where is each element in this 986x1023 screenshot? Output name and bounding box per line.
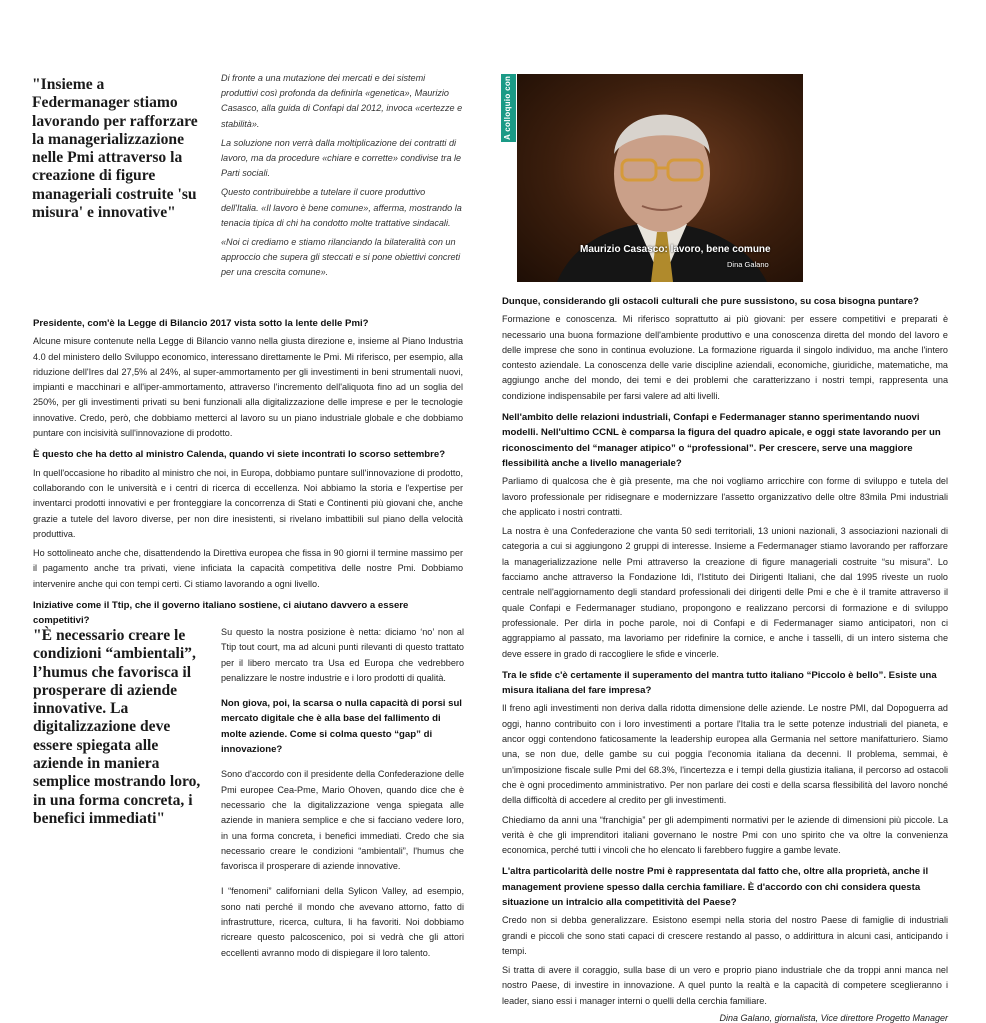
question-heading: Non giova, poi, la scarsa o nulla capacità di porsi sul mercato digitale che è alla base del fallimento di molte aziende. Come si colma questo “gap” di innovazione?: [221, 698, 462, 756]
question-heading: L'altra particolarità delle nostre Pmi è rappresentata dal fatto che, oltre alla proprietà, anche il management proviene spesso dalla cerchia familiare. È d'accordo con chi considera questa situazione un intralcio alla competitività del Paese?: [502, 866, 929, 908]
answer-paragraph: Credo non si debba generalizzare. Esistono esempi nella storia del nostro Paese di famiglie di industriali grandi e piccoli che sono stati capaci di crescere restando al passo, o addirittura in alcuni casi, anticipando i tempi.: [502, 915, 948, 956]
answer-paragraph: Alcune misure contenute nella Legge di Bilancio vanno nella giusta direzione e, insieme al Piano Industria 4.0 del ministero dello Sviluppo economico, interessano direttamente le Pmi. Mi riferisco, per esempio, alla riduzione dell'Ires dal 27,5% al 24%, al super-ammortamento per gli investimenti in beni strumentali nuovi, impianti e macchinari e all'iper-ammortamento, attraverso l'incremento dell'aliquota fino ad un soglia del 250%, per gli investimenti privati su beni funzionali alla digitalizzazione delle imprese e per le tecnologie innovative. Credo, però, che dobbiamo metterci al lavoro su un piano industriale globale e che dobbiamo puntare con incisività sull'innovazione di prodotto.: [33, 336, 463, 439]
intro-paragraph: La soluzione non verrà dalla moltiplicazione dei contratti di lavoro, ma da procedure «chiare e corrette» condivise tra le Parti sociali.: [221, 137, 462, 179]
intro-paragraph: «Noi ci crediamo e stiamo rilanciando la bilateralità con un approccio che supera gli steccati e si pone obiettivi concreti per una crescita comune».: [221, 237, 461, 278]
right-column: [502, 294, 948, 1023]
intro-paragraph: Di fronte a una mutazione dei mercati e dei sistemi produttivi così profonda da definirla «genetica», Maurizio Casasco, alla guida di Confapi dal 2012, invoca «certezze e stabilità».: [221, 73, 463, 129]
answer-paragraph: Sono d'accordo con il presidente della Confederazione delle Pmi europee Cea-Pme, Mario Ohoven, quando dice che è necessario che la digitalizzazione venga spiegata alle aziende in maniera semplice e che si facciano vedere loro, in una forma concreta, i benefici immediati. Credo che sia necessario creare le condizioni “ambientali”, l'humus che favorisca il prosperare di aziende innovative.: [221, 769, 464, 872]
pull-quote-bottom: "È necessario creare le condizioni “ambientali”, l’humus che favorisca il prosperare di aziende innovative. La digitalizzazione deve essere spiegata alle aziende in maniera semplice mostrando loro, in una forma concreta, i benefici immediati": [33, 627, 201, 827]
pull-quote-top: "Insieme a Federmanager stiamo lavorando per rafforzare la managerializzazione nelle Pmi attraverso la creazione di figure manageriali costruite 'su misura' e innovative": [32, 76, 198, 222]
intro-block: [221, 71, 464, 285]
photo-credit: Dina Galano: [727, 260, 769, 269]
answer-paragraph: La nostra è una Confederazione che vanta 50 sedi territoriali, 13 unioni nazionali, 3 associazioni nazionali di categoria a cui si aggiungono 2 gruppi di interesse. Insieme a Federmanager stiamo lavorando per rafforzare la managerializzazione nelle Pmi attraverso la creazione di figure manageriali costruite “su misura”. Lo facciamo anche attraverso la Fondazione Idi, l'Istituto dei Dirigenti Italiani, che dal 1995 riveste un ruolo centrale nell'aggiornamento degli standard professionali dei dirigenti delle Pmi e che è il tramite attraverso il quale Confapi e Federmanager studiano, propongono e realizzano percorsi di formazione e di sviluppo professionale. Per dirla in poche parole, noi di Confapi e di Federmanager siamo anticipatori, non ci aggrappiamo al passato, ma lavoriamo per ridefinire la cornice, e anche i tasselli, di un intero sistema che deve essere in grado di raccogliere le sfide e vincerle.: [502, 526, 948, 659]
section-tab-label: A colloquio con: [503, 75, 512, 140]
answer-paragraph: Ho sottolineato anche che, disattendendo la Direttiva europea che fissa in 90 giorni il termine massimo per il pagamento anche tra privati, viene inficiata la capacità competitiva delle nostre Pmi. Dobbiamo intervenire anche qui con tempi certi. Ci stiamo lavorando a ogni livello.: [33, 548, 463, 589]
answer-paragraph: Il freno agli investimenti non deriva dalla ridotta dimensione delle aziende. Le nostre PMI, dal Dopoguerra ad oggi, hanno contribuito con i loro investimenti a portare l'Italia tra le sette potenze industriali del pianeta, e ancor oggi contendono faticosamente la leadership europea alla Germania nel settore manifatturiero. Siamo una, se non due, delle gambe su cui poggia l'economia italiana da decenni. Il problema, semmai, è un'imposizione fiscale sulle Pmi del 68.3%, l'incertezza e i tempi della giustizia italiana, il percorso ad ostacoli che è ogni procedimento amministrativo. Per non parlare dei costi e della scarsa flessibilità del lavoro nonché della difficoltà di accedere al credito per gli investimenti.: [502, 703, 948, 806]
answer-paragraph: I “fenomeni” californiani della Sylicon Valley, ad esempio, sono nati perché il mondo che avevano attorno, fatto di infrastrutture, ricerca, cultura, li ha favoriti. Noi dobbiamo ricreare questo palcoscenico, poi si vedrà che gli attori eccellenti avranno modo di dispiegare il loro talento.: [221, 886, 464, 958]
portrait-photo: [517, 74, 803, 282]
left-column: [33, 316, 463, 632]
question-heading: Iniziative come il Ttip, che il governo italiano sostiene, ci aiutano davvero a essere competitivi?: [33, 600, 409, 627]
question-heading: Presidente, com'è la Legge di Bilancio 2017 vista sotto la lente delle Pmi?: [33, 318, 369, 329]
question-heading: Nell'ambito delle relazioni industriali, Confapi e Federmanager stanno sperimentando nuovi modelli. Nell'ultimo CCNL è comparsa la figura del quadro apicale, e oggi state lavorando per un riconoscimento del “manager atipico” o “professional”. Per crescere, serve una maggiore flessibilità anche a livello manageriale?: [502, 412, 941, 469]
author-signature: Dina Galano, giornalista, Vice direttore Progetto Manager: [719, 1013, 948, 1023]
answer-paragraph: Formazione e conoscenza. Mi riferisco soprattutto ai più giovani: per essere competitivi e preparati è necessario una buona formazione dell'ambiente produttivo e una conoscenza diretta del mondo del lavoro e delle imprese che sono in continua evoluzione. La formazione riguarda il singolo individuo, ma anche l'intero contesto aziendale. La conoscenza delle varie discipline aziendali, economiche, giuridiche, matematiche, ma aggiungo anche del mondo, dei temi e dei problemi che caratterizzano i nostri tempi, rappresenta una condizione indispensabile per farsi valere ad alti livelli.: [502, 314, 948, 401]
photo-caption: Maurizio Casasco: lavoro, bene comune: [580, 244, 771, 255]
answer-paragraph: Su questo la nostra posizione è netta: diciamo ‘no’ non al Ttip tout court, ma ad alcuni punti rilevanti di questo trattato per il libero mercato tra Usa ed Europa che vedrebbero penalizzare le nostre industrie e i loro prodotti di qualità.: [221, 627, 464, 683]
answer-paragraph: Chiediamo da anni una “franchigia” per gli adempimenti normativi per le aziende di dimensioni più piccole. La verità è che gli imprenditori italiani governano le nostre Pmi con uno spirito che va oltre la convenienza economica, perché tutti i vincoli che ho elencato li farebbero fuggire a gambe levate.: [502, 814, 948, 856]
intro-paragraph: Questo contribuirebbe a tutelare il cuore produttivo dell'Italia. «Il lavoro è bene comune», afferma, mostrando la tenacia tipica di chi ha condotto molte trattative sindacali.: [221, 187, 462, 228]
section-tab: [501, 74, 516, 142]
question-heading: È questo che ha detto al ministro Calenda, quando vi siete incontrati lo scorso settembre?: [33, 449, 446, 461]
question-heading: Dunque, considerando gli ostacoli culturali che pure sussistono, su cosa bisogna puntare?: [502, 296, 919, 307]
answer-paragraph: Si tratta di avere il coraggio, sulla base di un vero e proprio piano industriale che da troppi anni manca nel nostro Paese, di investire in innovazione. A quel punto la realtà e la capacità di competere sceglieranno i leader, siano essi i manager interni o quelli della cerchia familiare.: [502, 965, 948, 1006]
answer-paragraph: In quell'occasione ho ribadito al ministro che noi, in Europa, dobbiamo puntare sull'innovazione di prodotto, collaborando con le università e i centri di ricerca di eccellenza. Noi abbiamo la storia e l'expertise per inventarci prodotti innovativi e per fronteggiare la concorrenza di Stati e Continenti più giovani che, anche grazie a tutele del lavoro diverse, per non dire inesistenti, si rivelano imbattibili sul piano della velocità produttiva.: [33, 467, 463, 539]
middle-column: [221, 625, 464, 961]
answer-paragraph: Parliamo di qualcosa che è già presente, ma che noi vogliamo arricchire con forme di sviluppo e tutela del lavoro professionale per ridisegnare e modernizzare l'assetto organizzativo delle oltre 83mila Pmi industriali che applicato i nostri contratti.: [502, 476, 948, 517]
question-heading: Tra le sfide c'è certamente il superamento del mantra tutto italiano “Piccolo è bello”. Esiste una misura italiana del fare impresa?: [502, 669, 937, 697]
